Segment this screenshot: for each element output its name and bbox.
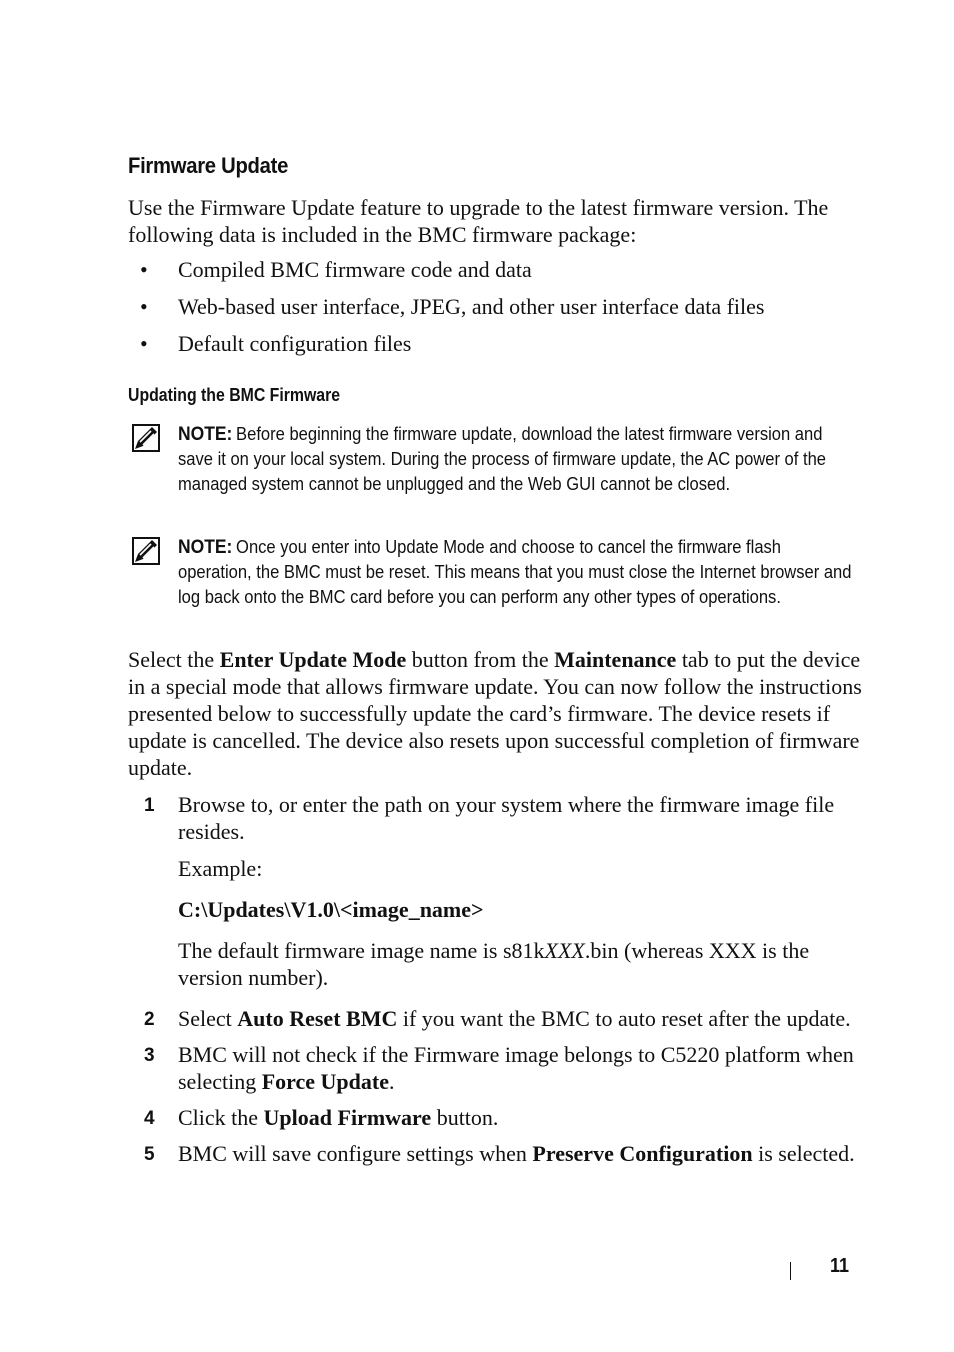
step-text: BMC will not check if the Firmware image belongs to C5220 platform when selecting Force Update. <box>178 1042 854 1094</box>
example-path: C:\Updates\V1.0\<image_name> <box>178 897 484 922</box>
step-item <box>128 1005 863 1032</box>
bullet-text: Web-based user interface, JPEG, and other user interface data files <box>178 294 765 319</box>
bullet-list <box>128 256 863 367</box>
intro-paragraph: Use the Firmware Update feature to upgrade to the latest firmware version. The following data is included in the BMC firmware package: <box>128 195 829 247</box>
footer-divider <box>790 1262 791 1280</box>
step-text: Select Auto Reset BMC if you want the BMC to auto reset after the update. <box>178 1006 851 1031</box>
note-text: Once you enter into Update Mode and choose to cancel the firmware flash operation, the BMC must be reset. This means that you must close the Internet browser and log back onto the BMC card before you can perform any other types of operations. <box>178 537 852 607</box>
note-label: NOTE: <box>178 424 233 445</box>
step-text: Click the Upload Firmware button. <box>178 1105 499 1130</box>
step-item <box>128 791 863 991</box>
list-item: • Web-based user interface, JPEG, and other user interface data files <box>140 294 765 319</box>
pencil-note-icon <box>132 537 160 565</box>
pencil-note-icon <box>132 424 160 452</box>
example-label: Example: <box>178 856 263 881</box>
steps-list <box>128 791 863 1176</box>
step-number: 2 <box>144 1009 155 1030</box>
default-image-name: The default firmware image name is s81kXXX.bin (whereas XXX is the version number). <box>178 938 810 990</box>
note-label: NOTE: <box>178 537 233 558</box>
subsection-title: Updating the BMC Firmware <box>128 385 341 405</box>
step-text: BMC will save configure settings when Preserve Configuration is selected. <box>178 1141 855 1166</box>
step-number: 4 <box>144 1108 155 1129</box>
step-number: 3 <box>144 1045 155 1066</box>
note-text: Before beginning the firmware update, download the latest firmware version and save it on your local system. During the process of firmware update, the AC power of the managed system cannot be unplugged and the Web GUI cannot be closed. <box>178 424 826 494</box>
bullet-text: Compiled BMC firmware code and data <box>178 257 532 282</box>
step-text: Browse to, or enter the path on your system where the firmware image file resides. <box>178 792 835 844</box>
step-number: 5 <box>144 1144 155 1165</box>
step-item <box>128 1104 863 1131</box>
section-title: Firmware Update <box>128 153 289 178</box>
bullet-text: Default configuration files <box>178 331 412 356</box>
list-item: • Default configuration files <box>140 331 412 356</box>
body-paragraph: Select the Enter Update Mode button from the Maintenance tab to put the device in a special mode that allows firmware update. You can now follow the instructions presented below to successfully update the card’s firmware. The device resets if update is cancelled. The device also resets upon successful completion of firmware update. <box>128 647 862 780</box>
step-number: 1 <box>144 795 155 816</box>
list-item: • Compiled BMC firmware code and data <box>140 257 532 282</box>
page-number: 11 <box>830 1255 850 1277</box>
maintenance-term: Maintenance <box>554 647 677 672</box>
step-item <box>128 1140 863 1167</box>
step-item <box>128 1041 863 1095</box>
note-block <box>128 422 858 497</box>
note-block <box>128 535 858 610</box>
enter-update-mode-term: Enter Update Mode <box>219 647 407 672</box>
